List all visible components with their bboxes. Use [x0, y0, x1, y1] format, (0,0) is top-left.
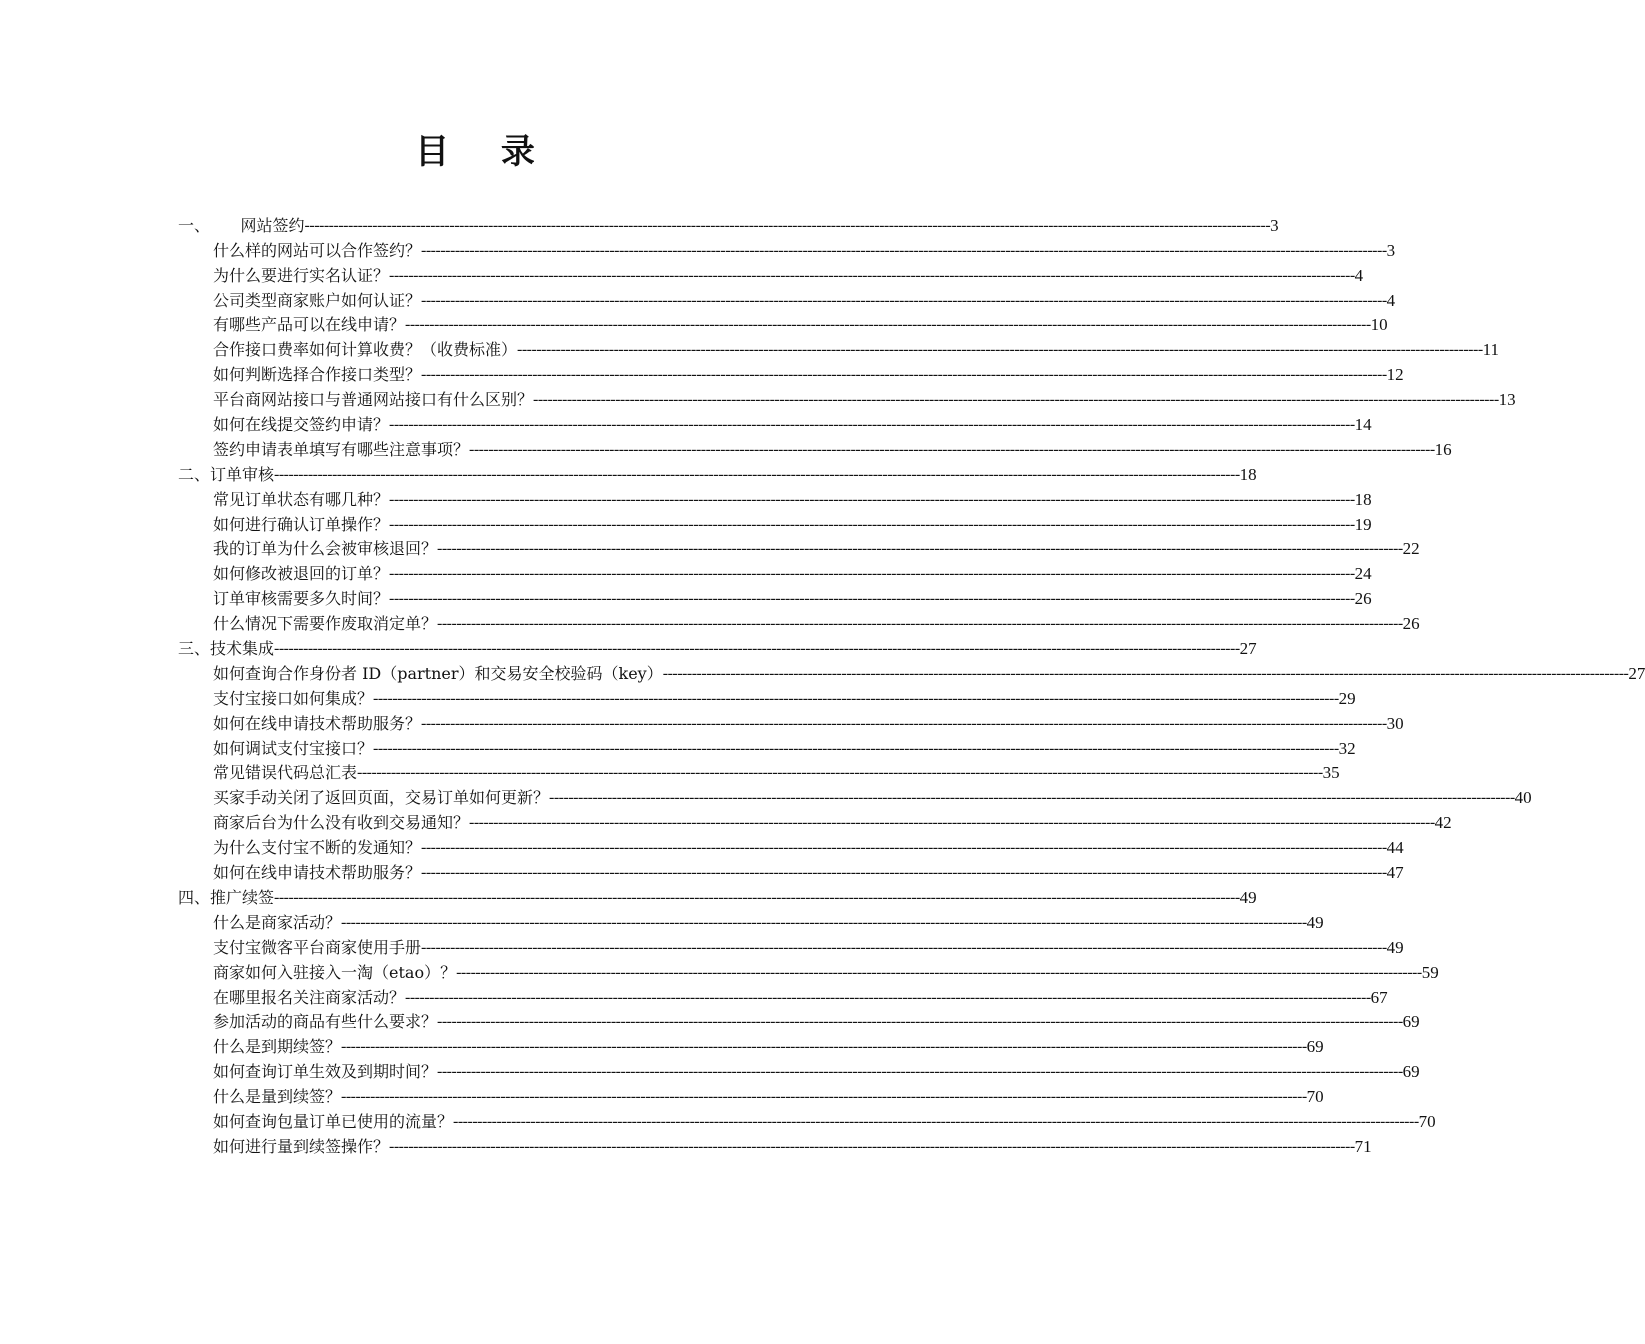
toc-dot-leader: --------------------------------------------------------------------------------------------------------------------------------------------------------------------------------------------------------	[389, 590, 1355, 608]
toc-page-number: 69	[1402, 1012, 1420, 1032]
toc-page-number: 18	[1354, 489, 1372, 509]
toc-entry-title: 平台商网站接口与普通网站接口有什么区别？	[213, 390, 534, 410]
toc-dot-leader: --------------------------------------------------------------------------------------------------------------------------------------------------------------------------------------------------------	[341, 1038, 1307, 1056]
toc-entry-title: 签约申请表单填写有哪些注意事项？	[213, 439, 470, 459]
toc-dot-leader: --------------------------------------------------------------------------------------------------------------------------------------------------------------------------------------------------------	[549, 789, 1515, 807]
toc-page-number: 35	[1322, 763, 1340, 783]
toc-page-number: 67	[1370, 987, 1388, 1007]
toc-entry-title: 四、推广续签	[178, 887, 275, 907]
toc-entry-title: 如何查询合作身份者 ID（partner）和交易安全校验码（key）	[213, 663, 663, 683]
toc-entry-title: 什么是到期续签？	[213, 1037, 342, 1057]
toc-entry-title: 如何判断选择合作接口类型？	[213, 365, 422, 385]
toc-entry-title: 商家后台为什么没有收到交易通知？	[213, 813, 470, 833]
toc-section-entry[interactable]	[178, 211, 1279, 236]
toc-page-number: 29	[1338, 688, 1356, 708]
toc-entry-title: 为什么支付宝不断的发通知？	[213, 838, 422, 858]
toc-dot-leader: --------------------------------------------------------------------------------------------------------------------------------------------------------------------------------------------------------	[274, 640, 1240, 658]
toc-dot-leader: --------------------------------------------------------------------------------------------------------------------------------------------------------------------------------------------------------	[373, 689, 1339, 707]
toc-entry[interactable]	[178, 311, 1388, 336]
toc-entry-title: 我的订单为什么会被审核退回？	[213, 539, 438, 559]
toc-entry[interactable]	[178, 684, 1356, 709]
toc-page-number: 3	[1386, 240, 1396, 260]
toc-dot-leader: --------------------------------------------------------------------------------------------------------------------------------------------------------------------------------------------------------	[469, 814, 1435, 832]
toc-page-number: 69	[1402, 1062, 1420, 1082]
toc-page-number: 49	[1306, 912, 1324, 932]
toc-entry[interactable]	[178, 858, 1404, 883]
toc-entry[interactable]	[178, 435, 1452, 460]
toc-section-entry[interactable]	[178, 460, 1257, 485]
toc-page-number: 22	[1402, 539, 1420, 559]
toc-entry-title: 有哪些产品可以在线申请？	[213, 315, 406, 335]
toc-entry[interactable]	[178, 933, 1404, 958]
toc-entry-title: 三、技术集成	[178, 639, 275, 659]
toc-entry-title: 如何查询订单生效及到期时间？	[213, 1062, 438, 1082]
toc-page-number: 44	[1386, 838, 1404, 858]
toc-entry-title: 二、订单审核	[178, 464, 275, 484]
toc-page-number: 12	[1386, 365, 1404, 385]
toc-entry[interactable]	[178, 1132, 1372, 1157]
toc-dot-leader: --------------------------------------------------------------------------------------------------------------------------------------------------------------------------------------------------------	[274, 888, 1240, 906]
toc-dot-leader: --------------------------------------------------------------------------------------------------------------------------------------------------------------------------------------------------------	[389, 1137, 1355, 1155]
toc-page-number: 32	[1338, 738, 1356, 758]
toc-entry[interactable]	[178, 261, 1364, 286]
toc-entry-title: 订单审核需要多久时间？	[213, 589, 390, 609]
toc-page-number: 24	[1354, 564, 1372, 584]
toc-entry[interactable]	[178, 1057, 1420, 1082]
toc-section-entry[interactable]	[178, 883, 1257, 908]
toc-entry[interactable]	[178, 535, 1420, 560]
toc-page-number: 26	[1354, 589, 1372, 609]
toc-page-number: 47	[1386, 863, 1404, 883]
toc-dot-leader: --------------------------------------------------------------------------------------------------------------------------------------------------------------------------------------------------------	[437, 1063, 1403, 1081]
toc-entry[interactable]	[178, 360, 1404, 385]
toc-dot-leader: --------------------------------------------------------------------------------------------------------------------------------------------------------------------------------------------------------	[389, 490, 1355, 508]
toc-page-number: 4	[1386, 290, 1396, 310]
toc-entry[interactable]	[178, 335, 1500, 360]
toc-entry[interactable]	[178, 1082, 1324, 1107]
toc-dot-leader: --------------------------------------------------------------------------------------------------------------------------------------------------------------------------------------------------------	[389, 515, 1355, 533]
toc-page-number: 13	[1498, 390, 1516, 410]
toc-entry[interactable]	[178, 734, 1356, 759]
toc-entry-title: 商家如何入驻接入一淘（etao）？	[213, 962, 457, 982]
toc-page-number: 30	[1386, 713, 1404, 733]
toc-entry[interactable]	[178, 559, 1372, 584]
toc-entry-title: 如何在线提交签约申请？	[213, 415, 390, 435]
toc-entry[interactable]	[178, 808, 1452, 833]
toc-dot-leader: --------------------------------------------------------------------------------------------------------------------------------------------------------------------------------------------------------	[437, 540, 1403, 558]
toc-dot-leader: --------------------------------------------------------------------------------------------------------------------------------------------------------------------------------------------------------	[341, 913, 1307, 931]
toc-page-number: 70	[1306, 1087, 1324, 1107]
toc-entry[interactable]	[178, 1008, 1420, 1033]
toc-entry-title: 一、 网站签约	[178, 215, 305, 235]
toc-page-number: 69	[1306, 1037, 1324, 1057]
toc-dot-leader: --------------------------------------------------------------------------------------------------------------------------------------------------------------------------------------------------------	[421, 291, 1387, 309]
toc-dot-leader: --------------------------------------------------------------------------------------------------------------------------------------------------------------------------------------------------------	[405, 988, 1371, 1006]
toc-dot-leader: --------------------------------------------------------------------------------------------------------------------------------------------------------------------------------------------------------	[421, 938, 1387, 956]
toc-dot-leader: --------------------------------------------------------------------------------------------------------------------------------------------------------------------------------------------------------	[373, 739, 1339, 757]
toc-entry-title: 什么样的网站可以合作签约？	[213, 240, 422, 260]
toc-entry-title: 在哪里报名关注商家活动？	[213, 987, 406, 1007]
toc-entry-title: 如何在线申请技术帮助服务？	[213, 863, 422, 883]
toc-entry[interactable]	[178, 609, 1420, 634]
toc-dot-leader: --------------------------------------------------------------------------------------------------------------------------------------------------------------------------------------------------------	[405, 316, 1371, 334]
toc-page-number: 4	[1354, 265, 1364, 285]
toc-dot-leader: --------------------------------------------------------------------------------------------------------------------------------------------------------------------------------------------------------	[421, 864, 1387, 882]
toc-entry-title: 常见订单状态有哪几种？	[213, 489, 390, 509]
table-of-contents	[178, 211, 1645, 1157]
toc-dot-leader: --------------------------------------------------------------------------------------------------------------------------------------------------------------------------------------------------------	[389, 416, 1355, 434]
toc-page-number: 18	[1239, 464, 1257, 484]
toc-dot-leader: --------------------------------------------------------------------------------------------------------------------------------------------------------------------------------------------------------	[357, 764, 1323, 782]
toc-dot-leader: --------------------------------------------------------------------------------------------------------------------------------------------------------------------------------------------------------	[421, 839, 1387, 857]
toc-entry[interactable]	[178, 510, 1372, 535]
toc-dot-leader: --------------------------------------------------------------------------------------------------------------------------------------------------------------------------------------------------------	[421, 241, 1387, 259]
toc-entry[interactable]	[178, 1107, 1436, 1132]
toc-entry[interactable]	[178, 759, 1340, 784]
toc-entry-title: 支付宝微客平台商家使用手册	[213, 937, 422, 957]
toc-entry-title: 如何查询包量订单已使用的流量？	[213, 1111, 454, 1131]
toc-entry[interactable]	[178, 385, 1516, 410]
toc-entry-title: 什么是量到续签？	[213, 1087, 342, 1107]
toc-page-number: 40	[1514, 788, 1532, 808]
toc-page-number: 27	[1628, 663, 1645, 683]
toc-dot-leader: --------------------------------------------------------------------------------------------------------------------------------------------------------------------------------------------------------	[421, 714, 1387, 732]
toc-dot-leader: --------------------------------------------------------------------------------------------------------------------------------------------------------------------------------------------------------	[341, 1088, 1307, 1106]
toc-entry-title: 合作接口费率如何计算收费？（收费标准）	[213, 340, 518, 360]
toc-page-number: 27	[1239, 639, 1257, 659]
toc-page-number: 3	[1270, 215, 1279, 235]
toc-entry[interactable]	[178, 1032, 1324, 1057]
toc-dot-leader: --------------------------------------------------------------------------------------------------------------------------------------------------------------------------------------------------------	[389, 266, 1355, 284]
toc-entry[interactable]	[178, 236, 1396, 261]
toc-dot-leader: --------------------------------------------------------------------------------------------------------------------------------------------------------------------------------------------------------	[304, 216, 1271, 234]
toc-entry[interactable]	[178, 584, 1372, 609]
toc-entry-title: 如何进行确认订单操作？	[213, 514, 390, 534]
toc-dot-leader: --------------------------------------------------------------------------------------------------------------------------------------------------------------------------------------------------------	[533, 391, 1499, 409]
toc-entry-title: 公司类型商家账户如何认证？	[213, 290, 422, 310]
toc-entry-title: 如何在线申请技术帮助服务？	[213, 713, 422, 733]
toc-entry[interactable]	[178, 485, 1372, 510]
toc-dot-leader: --------------------------------------------------------------------------------------------------------------------------------------------------------------------------------------------------------	[453, 1112, 1419, 1130]
toc-entry-title: 如何进行量到续签操作？	[213, 1136, 390, 1156]
toc-entry-title: 常见错误代码总汇表	[213, 763, 358, 783]
toc-entry[interactable]	[178, 908, 1324, 933]
toc-dot-leader: --------------------------------------------------------------------------------------------------------------------------------------------------------------------------------------------------------	[662, 664, 1629, 682]
toc-entry-title: 参加活动的商品有些什么要求？	[213, 1012, 438, 1032]
toc-entry[interactable]	[178, 659, 1645, 684]
toc-page-number: 42	[1434, 813, 1452, 833]
toc-entry-title: 如何修改被退回的订单？	[213, 564, 390, 584]
toc-entry-title: 买家手动关闭了返回页面，交易订单如何更新？	[213, 788, 550, 808]
toc-page-number: 19	[1354, 514, 1372, 534]
toc-entry[interactable]	[178, 783, 1532, 808]
toc-entry-title: 为什么要进行实名认证？	[213, 265, 390, 285]
toc-section-entry[interactable]	[178, 634, 1257, 659]
toc-page-number: 71	[1354, 1136, 1372, 1156]
toc-entry[interactable]	[178, 833, 1404, 858]
toc-page-number: 49	[1239, 887, 1257, 907]
toc-entry-title: 如何调试支付宝接口？	[213, 738, 374, 758]
toc-dot-leader: --------------------------------------------------------------------------------------------------------------------------------------------------------------------------------------------------------	[437, 1013, 1403, 1031]
toc-page-number: 59	[1421, 962, 1439, 982]
toc-page-number: 16	[1434, 439, 1452, 459]
toc-dot-leader: --------------------------------------------------------------------------------------------------------------------------------------------------------------------------------------------------------	[517, 341, 1483, 359]
toc-dot-leader: --------------------------------------------------------------------------------------------------------------------------------------------------------------------------------------------------------	[389, 565, 1355, 583]
toc-entry-title: 什么情况下需要作废取消定单？	[213, 614, 438, 634]
toc-entry[interactable]	[178, 410, 1372, 435]
toc-page-number: 49	[1386, 937, 1404, 957]
toc-page-number: 70	[1418, 1111, 1436, 1131]
toc-entry-title: 什么是商家活动？	[213, 912, 342, 932]
toc-dot-leader: --------------------------------------------------------------------------------------------------------------------------------------------------------------------------------------------------------	[274, 465, 1240, 483]
toc-entry[interactable]	[178, 286, 1396, 311]
toc-dot-leader: --------------------------------------------------------------------------------------------------------------------------------------------------------------------------------------------------------	[469, 440, 1435, 458]
toc-entry[interactable]	[178, 983, 1388, 1008]
toc-entry[interactable]	[178, 958, 1439, 983]
toc-page-number: 11	[1482, 340, 1500, 360]
toc-entry-title: 支付宝接口如何集成？	[213, 688, 374, 708]
toc-page-number: 10	[1370, 315, 1388, 335]
toc-dot-leader: --------------------------------------------------------------------------------------------------------------------------------------------------------------------------------------------------------	[437, 615, 1403, 633]
toc-page-number: 14	[1354, 415, 1372, 435]
toc-dot-leader: --------------------------------------------------------------------------------------------------------------------------------------------------------------------------------------------------------	[456, 963, 1422, 981]
toc-dot-leader: --------------------------------------------------------------------------------------------------------------------------------------------------------------------------------------------------------	[421, 366, 1387, 384]
toc-entry[interactable]	[178, 709, 1404, 734]
toc-page-number: 26	[1402, 614, 1420, 634]
page-title: 目 录	[415, 132, 555, 172]
